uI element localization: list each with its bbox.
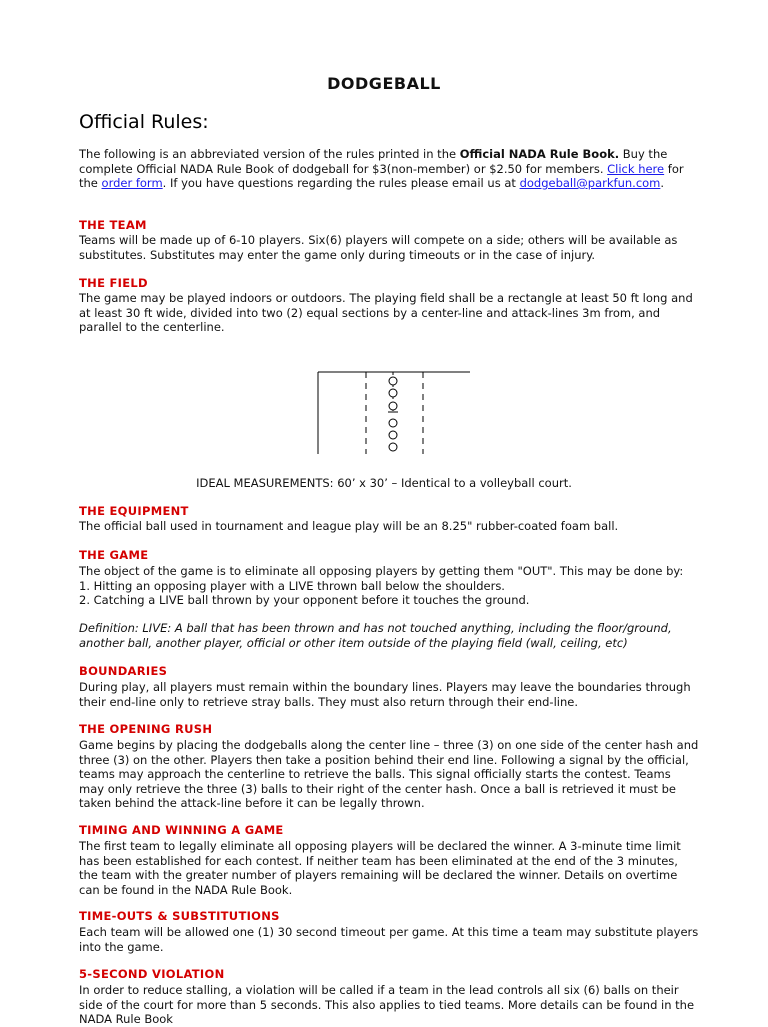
opening-rush-body: Game begins by placing the dodgeballs along the center line – three (3) on one side of the center hash and three (3) on the other. Players then take a position behind their end line. Following a signal by the official, teams may approach the centerline to retrieve the balls. This signal officially starts the contest. Teams may only retrieve the three (3) balls to their right of the center hash. Once a ball is retrieved it must be taken behind the attack-line before it can be legally thrown. xyxy=(79,738,699,810)
intro-text-3: for the xyxy=(79,161,684,190)
out-methods-list xyxy=(79,579,704,608)
timeouts-heading: TIME-OUTS & SUBSTITUTIONS xyxy=(79,909,280,923)
boundaries-body: During play, all players must remain within the boundary lines. Players may leave the boundaries through their end-line only to retrieve stray balls. They must also return through their end-line. xyxy=(79,680,691,709)
timing-heading: TIMING AND WINNING A GAME xyxy=(79,823,284,837)
list-item: 2. Catching a LIVE ball thrown by your opponent before it touches the ground. xyxy=(79,593,530,607)
ball-icon xyxy=(389,402,397,410)
game-body: The object of the game is to eliminate all opposing players by getting them "OUT". This may be done by: 1. Hitting an opposing player with a LIVE thrown ball below the shoulders. 2. Catching a LIVE ball thrown by your opponent before it touches the ground. xyxy=(79,564,704,608)
team-body: Teams will be made up of 6-10 players. Six(6) players will compete on a side; others will be available as substitutes. Substitutes may enter the game only during timeouts or in the case of injury. xyxy=(79,233,678,262)
equipment-body: The official ball used in tournament and league play will be an 8.25" rubber-coated foam ball. xyxy=(79,519,619,533)
click-here-link[interactable]: Click here xyxy=(607,161,665,176)
intro-paragraph xyxy=(79,147,699,191)
ball-icon xyxy=(389,377,397,385)
intro-text-4: . If you have questions regarding the rules please email us at xyxy=(162,176,520,190)
violation-body: In order to reduce stalling, a violation will be called if a team in the lead controls all six (6) balls on their side of the court for more than 5 seconds. This also applies to tied teams. More details can be found in the NADA Rule Book xyxy=(79,983,695,1026)
ball-icon xyxy=(389,443,397,451)
field-heading: THE FIELD xyxy=(79,276,148,290)
field-body: The game may be played indoors or outdoors. The playing field shall be a rectangle at least 50 ft long and at least 30 ft wide, divided into two (2) equal sections by a center-line and attack-lines 3m from, and parallel to the centerline. xyxy=(79,291,693,334)
court-diagram xyxy=(312,366,472,458)
measurements-caption: IDEAL MEASUREMENTS: 60’ x 30’ – Identical to a volleyball court. xyxy=(196,476,572,490)
intro-text-5: . xyxy=(660,176,665,190)
ball-icon xyxy=(389,389,397,397)
email-link[interactable]: dodgeball@parkfun.com xyxy=(519,176,661,190)
timing-body: The first team to legally eliminate all opposing players will be declared the winner. A 3-minute time limit has been established for each contest. If neither team has been eliminated at the end of the 3 minutes, the team with the greater number of players remaining will be declared the winner. Details on overtime can be found in the NADA Rule Book. xyxy=(79,839,681,897)
intro-text-2: Buy the complete Official NADA Rule Book of dodgeball for $3(non-member) or $2.50 for members. xyxy=(79,147,668,176)
official-rules-subtitle: Official Rules: xyxy=(79,111,209,133)
opening-rush-heading: THE OPENING RUSH xyxy=(79,722,213,736)
intro-text: The following is an abbreviated version of the rules printed in the xyxy=(79,147,460,161)
ball-icon xyxy=(389,431,397,439)
violation-heading: 5-SECOND VIOLATION xyxy=(79,967,225,981)
live-definition: Definition: LIVE: A ball that has been thrown and has not touched anything, including the floor/ground, another ball, another player, official or other item outside of the playing field (wall, ceiling, etc) xyxy=(79,621,672,650)
equipment-heading: THE EQUIPMENT xyxy=(79,504,189,518)
boundaries-heading: BOUNDARIES xyxy=(79,664,168,678)
game-heading: THE GAME xyxy=(79,548,149,562)
team-heading: THE TEAM xyxy=(79,218,147,232)
timeouts-body: Each team will be allowed one (1) 30 second timeout per game. At this time a team may substitute players into the game. xyxy=(79,925,699,954)
list-item: 1. Hitting an opposing player with a LIVE thrown ball below the shoulders. xyxy=(79,578,505,593)
rule-book-bold: Official NADA Rule Book. xyxy=(459,147,620,161)
order-form-link[interactable]: order form xyxy=(101,176,163,190)
ball-icon xyxy=(389,419,397,427)
page-title: DODGEBALL xyxy=(327,74,441,93)
